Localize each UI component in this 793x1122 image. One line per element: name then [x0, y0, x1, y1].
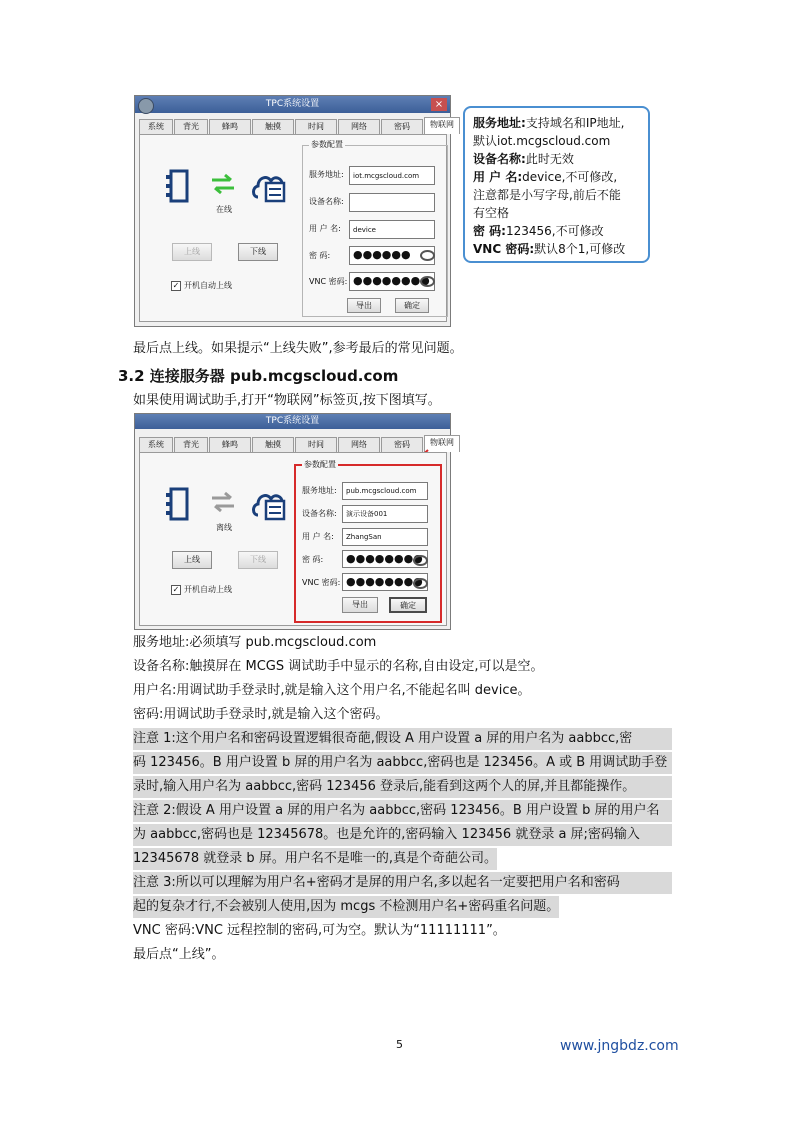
- tab-password[interactable]: 密码: [381, 437, 423, 453]
- password-input[interactable]: ●●●●●●●●: [342, 550, 428, 568]
- dialog-title: TPC系统设置: [135, 414, 450, 429]
- iot-panel: [139, 134, 447, 322]
- website-link[interactable]: www.jngbdz.com: [560, 1038, 679, 1054]
- tab-backlight[interactable]: 背光: [174, 437, 208, 453]
- device-name-label: 设备名称:: [302, 509, 337, 518]
- note-1-line-3: 录时,输入用户名为 aabbcc,密码 123456 登录后,能看到这两个人的屏,并且都能操作。: [133, 776, 672, 798]
- device-name-input[interactable]: [349, 193, 435, 212]
- page-number: 5: [396, 1038, 403, 1051]
- eye-icon[interactable]: [413, 578, 428, 589]
- username-input[interactable]: device: [349, 220, 435, 239]
- param-group-title: 参数配置: [311, 140, 343, 149]
- tab-time[interactable]: 时间: [295, 437, 337, 453]
- dialog-title: TPC系统设置: [135, 96, 450, 113]
- vnc-password-input[interactable]: ●●●●●●●●: [349, 272, 435, 291]
- note-3-line-2: 起的复杂才行,不会被别人使用,因为 mcgs 不检测用户名+密码重名问题。: [133, 896, 559, 918]
- device-icon: [164, 487, 194, 521]
- note-1-line-1: 注意 1:这个用户名和密码设置逻辑很奇葩,假设 A 用户设置 a 屏的用户名为 aabbcc,密: [133, 728, 672, 750]
- password-paragraph: 密码:用调试助手登录时,就是输入这个密码。: [133, 707, 389, 722]
- tab-touch[interactable]: 触摸: [252, 437, 294, 453]
- autostart-label: 开机自动上线: [184, 281, 232, 290]
- server-input[interactable]: pub.mcgscloud.com: [342, 482, 428, 500]
- tab-system[interactable]: 系统: [139, 119, 173, 135]
- final-paragraph: 最后点“上线”。: [133, 947, 225, 962]
- tab-backlight[interactable]: 背光: [174, 119, 208, 135]
- tab-touch[interactable]: 触摸: [252, 119, 294, 135]
- password-label: 密 码:: [302, 555, 324, 564]
- username-input[interactable]: ZhangSan: [342, 528, 428, 546]
- tab-password[interactable]: 密码: [381, 119, 423, 135]
- gear-icon: [138, 98, 154, 114]
- online-button[interactable]: 上线: [172, 551, 212, 569]
- device-paragraph: 设备名称:触摸屏在 MCGS 调试助手中显示的名称,自由设定,可以是空。: [133, 659, 544, 674]
- note-3-line-1: 注意 3:所以可以理解为用户名+密码才是屏的用户名,多以起名一定要把用户名和密码: [133, 872, 672, 894]
- server-label: 服务地址:: [309, 170, 344, 179]
- server-paragraph: 服务地址:必须填写 pub.mcgscloud.com: [133, 635, 377, 650]
- eye-icon[interactable]: [420, 250, 435, 261]
- eye-icon[interactable]: [420, 276, 435, 287]
- callout-line-1: 服务地址:支持域名和IP地址,: [473, 116, 625, 130]
- tab-buzzer[interactable]: 蜂鸣: [209, 437, 251, 453]
- online-button[interactable]: 上线: [172, 243, 212, 261]
- connection-status: 离线: [216, 523, 232, 532]
- vnc-password-label: VNC 密码:: [302, 578, 341, 587]
- device-name-input[interactable]: 演示设备001: [342, 505, 428, 523]
- autostart-checkbox[interactable]: ✓: [172, 281, 180, 290]
- connection-status: 在线: [216, 205, 232, 214]
- intro-paragraph: 如果使用调试助手,打开“物联网”标签页,按下图填写。: [133, 393, 441, 408]
- callout-line-8: VNC 密码:默认8个1,可修改: [473, 242, 626, 256]
- param-group: [294, 460, 442, 623]
- offline-button[interactable]: 下线: [238, 243, 278, 261]
- callout-line-7: 密 码:123456,不可修改: [473, 224, 604, 238]
- settings-dialog-1: [134, 95, 454, 327]
- username-label: 用 户 名:: [309, 224, 341, 233]
- param-group: [302, 140, 448, 317]
- param-group-title: 参数配置: [304, 460, 336, 469]
- settings-dialog-2: [134, 413, 454, 630]
- server-label: 服务地址:: [302, 486, 337, 495]
- tab-buzzer[interactable]: 蜂鸣: [209, 119, 251, 135]
- callout-line-6: 有空格: [473, 206, 510, 220]
- section-heading: 3.2 连接服务器 pub.mcgscloud.com: [118, 367, 399, 385]
- username-label: 用 户 名:: [302, 532, 334, 541]
- tab-bar: [139, 119, 461, 135]
- tab-system[interactable]: 系统: [139, 437, 173, 453]
- paragraph-after-figure-1: 最后点上线。如果提示“上线失败”,参考最后的常见问题。: [133, 341, 463, 356]
- tab-iot[interactable]: 物联网: [424, 117, 460, 134]
- ok-button[interactable]: 确定: [395, 298, 429, 313]
- username-paragraph: 用户名:用调试助手登录时,就是输入这个用户名,不能起名叫 device。: [133, 683, 531, 698]
- eye-icon[interactable]: [413, 555, 428, 566]
- tab-network[interactable]: 网络: [338, 119, 380, 135]
- autostart-label: 开机自动上线: [184, 585, 232, 594]
- device-icon: [164, 169, 194, 203]
- password-input[interactable]: ●●●●●●: [349, 246, 435, 265]
- callout-line-3: 设备名称:此时无效: [473, 152, 574, 166]
- autostart-checkbox[interactable]: ✓: [172, 585, 180, 594]
- note-2-line-2: 为 aabbcc,密码也是 12345678。也是允许的,密码输入 123456 就登录 a 屏;密码输入: [133, 824, 672, 846]
- cloud-server-icon: [250, 485, 288, 521]
- offline-button[interactable]: 下线: [238, 551, 278, 569]
- password-label: 密 码:: [309, 251, 331, 260]
- note-1-line-2: 码 123456。B 用户设置 b 屏的用户名为 aabbcc,密码也是 123456。A 或 B 用调试助手登: [133, 752, 672, 774]
- tab-network[interactable]: 网络: [338, 437, 380, 453]
- export-button[interactable]: 导出: [342, 597, 378, 613]
- note-2-line-3: 12345678 就登录 b 屏。用户名不是唯一的,真是个奇葩公司。: [133, 848, 497, 870]
- ok-button[interactable]: 确定: [389, 597, 427, 613]
- tab-iot[interactable]: 物联网: [424, 435, 460, 452]
- note-2-line-1: 注意 2:假设 A 用户设置 a 屏的用户名为 aabbcc,密码 123456。B 用户设置 b 屏的用户名: [133, 800, 672, 822]
- callout-line-4: 用 户 名:device,不可修改,: [473, 170, 618, 184]
- server-input[interactable]: iot.mcgscloud.com: [349, 166, 435, 185]
- vnc-password-input[interactable]: ●●●●●●●●: [342, 573, 428, 591]
- callout-line-5: 注意都是小写字母,前后不能: [473, 188, 621, 202]
- tab-time[interactable]: 时间: [295, 119, 337, 135]
- vnc-password-label: VNC 密码:: [309, 277, 348, 286]
- close-button[interactable]: ×: [431, 98, 447, 111]
- cloud-server-icon: [250, 167, 288, 203]
- callout-box: [463, 106, 650, 263]
- iot-panel: [139, 452, 447, 626]
- device-name-label: 设备名称:: [309, 197, 344, 206]
- callout-line-2: 默认iot.mcgscloud.com: [473, 134, 611, 148]
- sync-arrows-icon: [210, 173, 236, 195]
- vnc-paragraph: VNC 密码:VNC 远程控制的密码,可为空。默认为“11111111”。: [133, 923, 506, 938]
- export-button[interactable]: 导出: [347, 298, 381, 313]
- sync-arrows-icon: [210, 491, 236, 513]
